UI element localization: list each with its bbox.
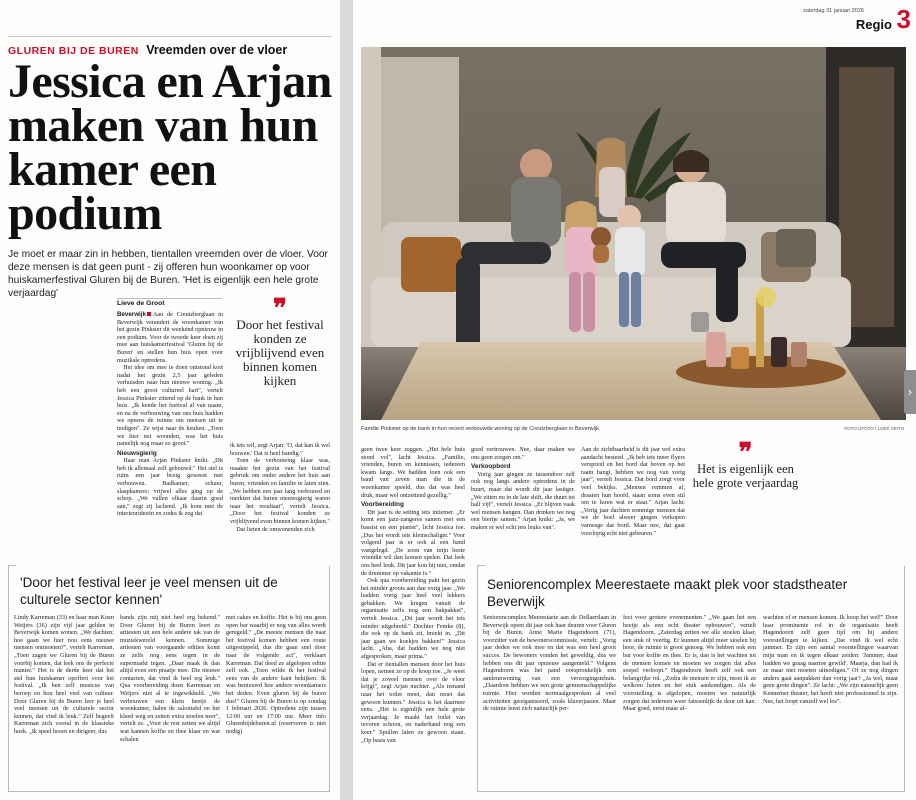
pull-quote (230, 294, 330, 388)
left-page (0, 0, 340, 800)
box-title-seniors: Seniorencomplex Meerestaete maakt plek voor stadstheater Beverwijk (487, 577, 848, 609)
quote-mark-icon: ❞ (738, 438, 753, 467)
dateline: zaterdag 31 januari 2026 (803, 8, 864, 14)
box-column-3 (226, 614, 326, 788)
paragraph-text: Vorig jaar gingen ze tussendoor zelf ook nog langs andere optredens in de buurt, maar dat wordt dit jaar lastiger. „We zitten nu in de late shift, die duurt tot half vijf", vertelt Jessica. „Er blijven vaak wel mensen hangen. Dan drinken we nog een biertje samen." Arjan knikt: „Ja, we maken er wel echt iets leuks van". (471, 470, 575, 531)
article-column-3 (361, 446, 465, 744)
family-photo-illustration (361, 47, 906, 420)
family-photo (361, 47, 906, 420)
paragraph (230, 457, 330, 525)
subheading: Verkoopbord (471, 463, 511, 471)
paragraph (117, 457, 223, 518)
section-name: Regio (855, 17, 892, 32)
dateline-place: Beverwijk (117, 311, 146, 318)
square-bullet-icon (147, 312, 151, 316)
photo-caption: Familie Pinkster op de bank in hun recent verbouwde woning op de Creutzberglaan in Beverwijk. (361, 426, 601, 432)
paragraph (117, 364, 223, 448)
paragraph-text: Het idee om mee te doen ontstond kort nadat het gezin 2,5 jaar geleden verhuisden naar hun nieuwe woning. „Ik heb een groot cultureel hart", vertelt Jessica Pinkster zittend op de bank in hun huis. „Ik kende het festival al van naam, en na de verbouwing van ons huis hadden we opeens de ruimte om mensen uit te nodigen". Ze wijst naar de keuken. „Toen we hier net woonden, was het huis namelijk nog maar zo groot." (117, 364, 223, 448)
box-paragraph: bands zijn mij niet heel erg bekend." Door Gluren bij de Buren leert ze artiesten uit een hele andere tak van de muziekwereld kennen. Sommige artiesten van voorgaande edities komt ze zelfs nog eens tegen in de supermarkt tegen. „Daar maak ik dan altijd even een praatje mee. Die nieuwe contacten, dat vind ik heel erg leuk." Qua voorbereiding doen Karreman en Weijers niet al te ingewikkeld. „We verbouwen een klein beetje de woonkamer, halen de salontafel en het kleed weg en zetten extra stoelen neer", vertelt ze. „Voor de rest zetten we altijd wat kannen koffie en thee klaar en wat schalen (120, 614, 220, 743)
subheading: Nieuwsgierig (117, 449, 157, 457)
byline-rule (117, 298, 222, 299)
box-paragraph: fect voor grotere evenementen." „We gaan het een beetje als een echt theater opbouwen", vertelt Hagendoorn. „Zaterdag zetten we alle stoelen klaar, een stuk of veertig. Er kunnen altijd meer stoelen bij hoor, de ruimte is groot genoeg. We hebben ook een bar voor koffie en thee. Er is, dan is het wachten tot de mensen komen en moeten we zorgen dat alles soepel verloopt." Hagendoorn heeft zelf ook een belangrijke rol. „Zodra de mensen er zijn, moet ik ze welkom heten en het stuk aankondigen. Als de voorstelling is afgelopen, moeten we natuurlijk zorgen dat iedereen weer fatsoenlijk de deur uit kan. Maar goed, eerst maar af- (623, 614, 756, 713)
paragraph-text: ik iets wil, zegt Arjan: 'O, dat kan ik wel bouwen.' Dat is heel handig." (230, 442, 330, 457)
pull-quote-right-text: Het is eigenlijk een hele grote verjaardag (692, 462, 799, 490)
paragraph (361, 577, 465, 661)
paragraph-text: Dit jaar is de setting iets intiemer. „Er komt een jazz-zangeres samen met een bassist en een pianist", licht Jessica toe. „Dus het wordt iets kleinschaliger." Voor volgend jaar is er ook al een band vastgelegd. „De zoon van mijn beste vriendin wil dan komen spelen. Dat leek ons heel leuk. Dit jaar kon hij niet, omdat de drummer op vakantie is." (361, 508, 465, 577)
box-corner (477, 565, 485, 577)
paragraph-text: Haar man Arjan Pinkster knikt. „Dit heb ik allemaal zelf gebouwd." Het stel is ruim een jaar bezig geweest met verbouwen. Badkamer, schuur, slaapkamers: vrijwel alles ging op de schop. „We vullen elkaar daarin goed aan," zegt zij lachend. „Ik kom met de interieurideeën en zodra ik zeg dat (117, 457, 223, 518)
box-corner (8, 565, 16, 577)
article-column-5 (581, 446, 685, 562)
top-rule (8, 36, 332, 37)
box-column-2 (120, 614, 220, 788)
headline: Jessica en Arjan maken van hun kamer een podium (8, 55, 332, 240)
paragraph-text: geen twee keer zeggen. „Het hele huis stond vol", lacht Jessica. „Familie, vrienden, buren en kennissen, iedereen kwam langs. We hadden toen ook een band van zeven man die in de woonkamer speeld, dus dat was heel druk, maar wel ontzettend gezellig." (361, 446, 465, 499)
pull-quote-right (688, 438, 803, 490)
box-column-4 (483, 614, 616, 788)
box-column-6 (763, 614, 898, 788)
photo-credit: FOTO UFOTO / LOEK VEITH (844, 426, 904, 431)
byline: Lieve de Groot (117, 300, 165, 307)
paragraph (361, 661, 465, 745)
paragraph-text: goed vertrouwen. Nee, daar maken we ons geen zorgen om." (471, 446, 575, 461)
paragraph (230, 442, 330, 457)
paragraph-text: Ook qua voorbereiding pakt het gezin het minder groots aan dan vorig jaar. „We hadden vorig jaar heel veel lekkers gebakken. We kregen vanuit de organisatie zelfs nog een bakpakket", vertelt Jessica. „Dit jaar wordt het iets minder uitgebreid." Dochter Femke (8), die ook op de bank zit, breekt in. „Dit jaar gaan we koekjes bakken!" Jessica lacht. „Aha, dat hadden we nog niet afgesproken, maar prima." (361, 577, 465, 661)
paragraph-text: Aan de zichtbaarheid is dit jaar wel extra aandacht besteed. „Ik heb iets meer flyers verspreid en het bord dat boven op het raam hangt, hebben we nog van vorig jaar", vertelt Jessica. Dat bord zorgt voor veel bekijks. „Mensen remmen af, draaien hun hoofd, staan soms even stil om te lezen wat er staat." Arjan lacht: „Vorig jaar dachten sommige mensen dat we de boel alweer gingen verkopen vanwege dat bord. Maar nee, dat gaat voorlopig echt niet gebeuren." (581, 446, 685, 537)
paragraph-text: Dat lieten de omwonenden zich (230, 525, 315, 533)
article-column-1 (117, 311, 223, 551)
box-title: 'Door het festival leer je veel mensen uit de culturele sector kennen' (20, 575, 278, 607)
quote-mark-icon: ❞ (273, 294, 287, 323)
paragraph (230, 526, 330, 534)
article-column-4 (471, 446, 575, 562)
box-paragraph: met cakes en koffie. Het is bij ons geen open bar waarbij er nog van alles wordt geregeld." „De meeste mensen die naar het festival komen hebben een route uitgestippeld, dus die gaan snel door naar de volgende act", verklaart Karreman. Dat deed ze afgelopen editie zelf ook. „Toen wilde ik het festival eens van de andere kant bekijken. Ik was benieuwd hoe andere woonkamers het deden. Even gluren bij de buren dus!" Gluren bij de Buren is op zondag 1 februari 2026. Optredens zijn tussen 12:00 uur en 17:00 uur. Meer info Glurenbijdeburen.nl (reserveren is niet nodig) (226, 614, 326, 735)
kicker-subtitle: Vreemden over de vloer (146, 43, 288, 57)
paragraph (361, 446, 465, 499)
intro-text: Je moet er maar zin in hebben, tientallen vreemden over de vloer. Voor deze mensen is dat geen punt - zij offeren hun woonkamer op voor huiskamerfestival Gluren bij de Buren. 'Het is eigenlijk een hele grote verjaardag' (8, 249, 328, 299)
paragraph-text: Toen de verbouwing klaar was, maakte het gezin van het festival gebruik om onder andere het huis aan buren, vrienden en familie te laten zien. „We hebben een jaar lang verbouwd en merkten dat buren nieuwsgierig waren naar het resultaat", vertelt Jessica. „Door het festival konden ze vrijblijvend even binnen komen kijken." (230, 457, 330, 525)
subheading: Voorbereiding (361, 501, 404, 509)
box-paragraph: Lindy Karreman (33) en haar man Koen Weijers (36) zijn vijf jaar gelden in Beverwijk komen wonen. „We dachten: hoe gaan we hier nou eens nieuwe mensen ontmoeten?", vertelt Karreman. „Toen zagen we Gluren bij de Buren voorbij komen, dat leek ons de perfecte manier." Het is de derde keer dat het stel hun huiskamer opoffert voor het festival. „Ik ben zelf musicus van beroep en hou heel veel van cultuur. Door Gluren bij de Buren leer je heel veel mensen uit de culturele sector kennen, dat vind ik leuk." Zelf begeeft Karreman zich vooral in de klassieke hoek. „Ik speel hoorn en dirigeer, dus (14, 614, 114, 735)
next-page-button[interactable]: › (904, 370, 916, 414)
pull-quote-text: Door het festival konden ze vrijblijvend even binnen komen kijken (235, 317, 325, 388)
article-column-2 (230, 442, 330, 551)
paragraph (361, 509, 465, 577)
box-column-5 (623, 614, 756, 788)
paragraph (117, 311, 223, 364)
paragraph (471, 471, 575, 532)
paragraph (471, 446, 575, 461)
right-page (353, 0, 916, 800)
box-paragraph: Seniorencomplex Meerestaete aan de Dellaertlaan in Beverwijk opent dit jaar ook haar deuren voor Gluren bij de Buren. Anne Marie Hagendoorn (71), voorzitter van de bewonerscommissie, vertelt: „Vorig jaar deden we ook mee en dat was een heel groot succes. De bewoners vonden het geweldig, dus we hebben ons dit jaar opnieuw aangemeld." Volgens Hagendoorn was het pand oorspronkelijk een aanleunwoning van een verzorgingstehuis. „Daardoor hebben we een grote gemeenschappelijke ruimte. Hier worden normaalgesproken al veel activiteiten georganiseerd, zoals klaverjassen. Maar de ruimte leent zich natuurlijk per- (483, 614, 616, 713)
kicker-label: GLUREN BIJ DE BUREN (8, 45, 139, 57)
page-number: 3 (896, 4, 911, 34)
box-paragraph: wachten of er mensen komen. Ik hoop het wel!" Door haar prominente rol in de organisatie heeft Hagendoorn zelf geen tijd om bij andere voorstellingen te kijken. „Dat vind ik wel echt jammer. Er zijn een aantal voorstellingen waarvan mijn man en ik tegen elkaar zeiden: 'Jammer, daar hadden we graag naartoe gewild'. Maarja, dan had ik ze maar niet moeten uitnodigen." Of ze nog dingen anders gaat aanpakken dan vorig jaar? „Ja wel, maar geen grote dingen". Ze lacht: „We zijn natuurlijk geen Kennemer theater, het heeft niet professioneel te zijn. Nee, het loopt vanzelf wel los". (763, 614, 898, 705)
paragraph-text: Dat er tientallen mensen door het huis lopen, nemen ze op de koop toe. „Je weet dat je zoveel mensen over de vloer krijgt", zegt Arjan nuchter. „Als iemand naar het toilet moet, dan moet dat gewoon kunnen." Jessica is het daarmee eens. „Het is eigenlijk een hele grote verjaardag. Je maakt het toilet van tevoren schoon, en naderhand nog een keer." Spullen laten ze gewoon staan. „Op basis van (361, 660, 465, 744)
box-column-1 (14, 614, 114, 788)
paragraph-text: Aan de Creutzberglaan in Beverwijk verandert de woonkamer van het gezin Pinkster dit weekend opnieuw in een podium. Voor de tweede keer doen zij mee aan huiskamerfestival 'Gluren bij de Buren' en stellen hun huis open voor muzikale optredens. (117, 311, 223, 364)
paragraph (581, 446, 685, 537)
